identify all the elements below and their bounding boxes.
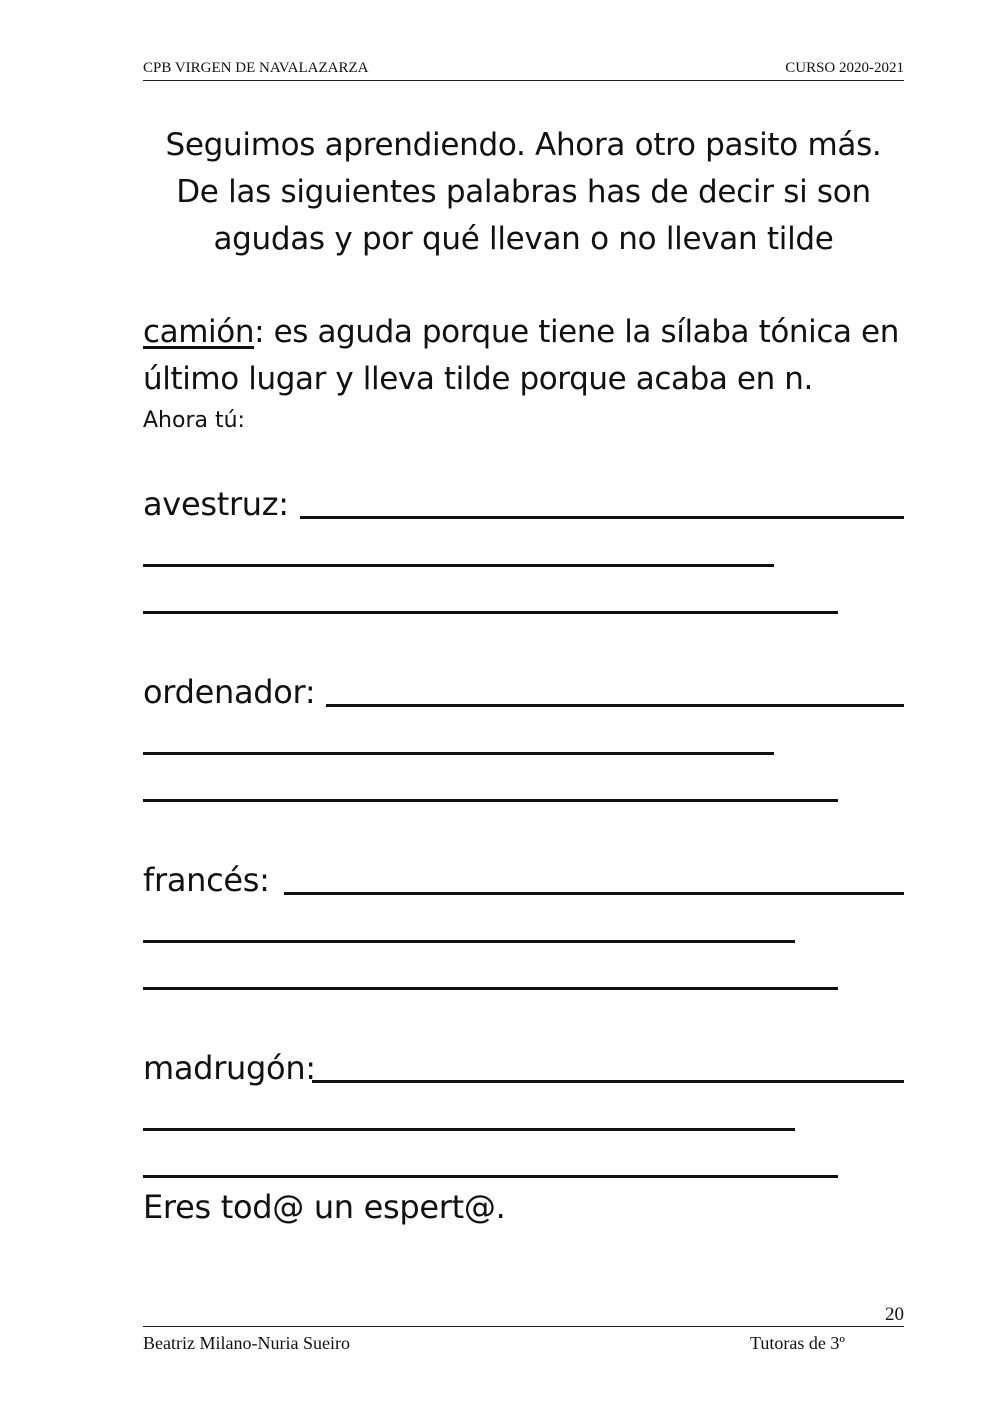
prompt: Ahora tú: [143, 408, 245, 433]
instructions-line-2: De las siguientes palabras has de decir si son [176, 174, 871, 210]
page-header [143, 58, 904, 81]
instructions [143, 122, 904, 263]
exercise-label-ordenador: ordenador: [143, 673, 316, 711]
course-year: CURSO 2020-2021 [785, 60, 904, 76]
example-word: camión [143, 314, 255, 350]
answer-line[interactable] [143, 752, 774, 755]
answer-line[interactable] [326, 704, 904, 707]
answer-line[interactable] [143, 987, 838, 990]
answer-line[interactable] [143, 611, 838, 614]
closing-message: Eres tod@ un espert@. [143, 1188, 506, 1226]
example-line-1 [143, 309, 923, 356]
answer-line[interactable] [143, 1175, 838, 1178]
answer-line[interactable] [143, 940, 795, 943]
footer-divider [143, 1326, 904, 1327]
exercise-label-madrugon: madrugón: [143, 1049, 316, 1087]
example-explanation-2: último lugar y lleva tilde porque acaba en n. [143, 361, 813, 397]
answer-line[interactable] [300, 516, 904, 519]
footer-role: Tutoras de 3º [750, 1333, 845, 1353]
footer-authors: Beatriz Milano-Nuria Sueiro [143, 1333, 350, 1353]
instructions-line-1: Seguimos aprendiendo. Ahora otro pasito más. [165, 127, 882, 163]
instructions-line-3: agudas y por qué llevan o no llevan tilde [213, 221, 834, 257]
school-name: CPB VIRGEN DE NAVALAZARZA [143, 60, 369, 76]
exercise-label-frances: francés: [143, 861, 270, 899]
example-block [143, 309, 923, 403]
example-explanation-1: : es aguda porque tiene la sílaba tónica en [254, 314, 899, 350]
answer-line[interactable] [143, 799, 838, 802]
answer-line[interactable] [143, 1128, 795, 1131]
answer-line[interactable] [284, 892, 904, 895]
answer-line[interactable] [143, 564, 774, 567]
page-number: 20 [885, 1304, 904, 1325]
exercise-label-avestruz: avestruz: [143, 485, 289, 523]
answer-line[interactable] [312, 1080, 904, 1083]
